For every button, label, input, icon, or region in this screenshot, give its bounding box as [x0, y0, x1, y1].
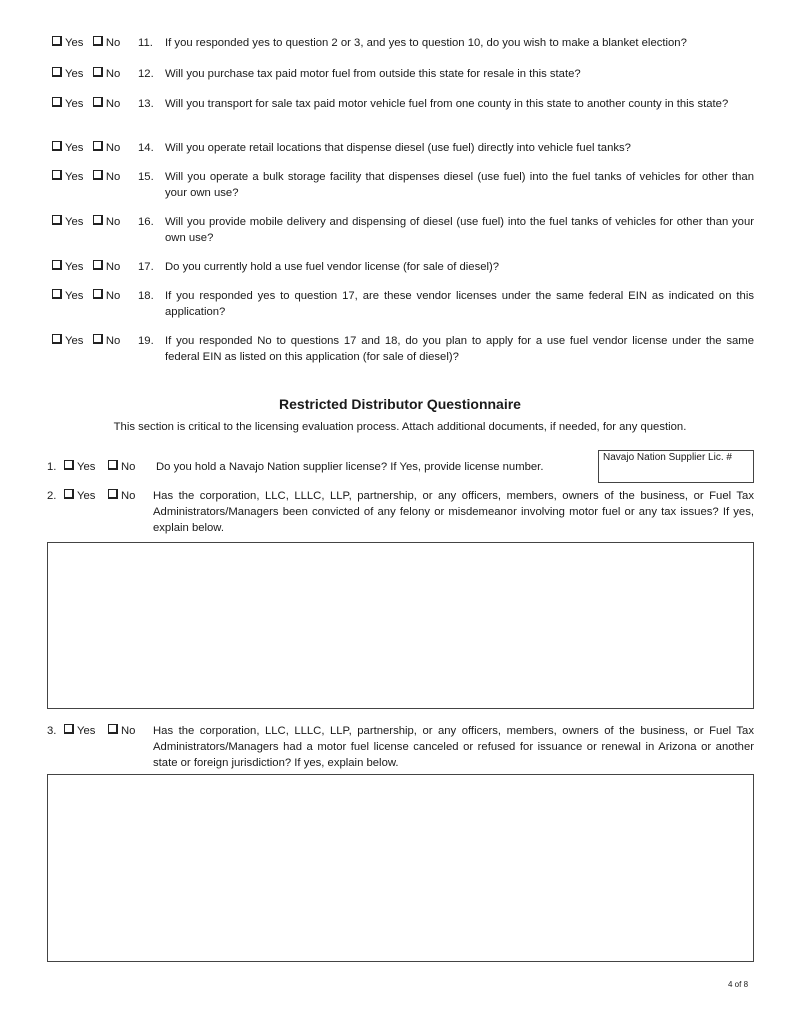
no-checkbox[interactable]: No — [93, 98, 120, 110]
question-number: 18. — [138, 290, 154, 302]
yes-checkbox[interactable]: Yes — [52, 171, 83, 183]
question-number: 13. — [138, 98, 154, 110]
question-text: Has the corporation, LLC, LLLC, LLP, partnership, or any officers, members, owners of the business, or Fuel Tax Administrators/Managers had a motor fuel license canceled or refused for issuance or renewal in Arizona or another state or foreign jurisdiction? If yes, explain below. — [153, 725, 754, 769]
question-text: Will you transport for sale tax paid motor vehicle fuel from one county in this state to another county in this state? — [165, 98, 729, 110]
question-text: Has the corporation, LLC, LLLC, LLP, partnership, or any officers, members, owners of the business, or Fuel Tax Administrators/Managers been convicted of any felony or misdemeanor involving motor fuel or any tax issues? If yes, explain below. — [153, 490, 754, 534]
section-title: Restricted Distributor Questionnaire — [279, 396, 521, 412]
yes-checkbox[interactable]: Yes — [64, 459, 95, 475]
no-checkbox[interactable]: No — [93, 216, 120, 228]
section-intro: This section is critical to the licensing evaluation process. Attach additional documents, if needed, for any question. — [113, 421, 687, 433]
question-number: 17. — [138, 261, 154, 273]
yes-checkbox[interactable]: Yes — [52, 142, 83, 154]
no-checkbox[interactable]: No — [93, 68, 120, 80]
question-text: Will you provide mobile delivery and dispensing of diesel (use fuel) into the fuel tanks of vehicles for other than your own use? — [165, 216, 754, 244]
yes-checkbox[interactable]: Yes — [52, 68, 83, 80]
yes-checkbox[interactable]: Yes — [52, 335, 83, 347]
question-number: 15. — [138, 171, 154, 183]
yes-checkbox[interactable]: Yes — [52, 216, 83, 228]
no-checkbox[interactable]: No — [108, 459, 135, 475]
yes-checkbox[interactable]: Yes — [52, 98, 83, 110]
question-text: Will you operate retail locations that dispense diesel (use fuel) directly into vehicle fuel tanks? — [165, 142, 631, 154]
question-text: If you responded yes to question 17, are these vendor licenses under the same federal EIN as indicated on this application? — [165, 290, 754, 318]
yes-checkbox[interactable]: Yes — [52, 290, 83, 302]
question-number: 1. — [47, 461, 57, 473]
question-number: 12. — [138, 68, 154, 80]
no-checkbox[interactable]: No — [93, 37, 120, 49]
no-checkbox[interactable]: No — [108, 723, 135, 739]
question-number: 14. — [138, 142, 154, 154]
restricted-question-2 — [47, 488, 754, 534]
no-checkbox[interactable]: No — [93, 261, 120, 273]
page-number: 4 of 8 — [728, 980, 749, 989]
no-checkbox[interactable]: No — [93, 142, 120, 154]
question-text: If you responded No to questions 17 and 18, do you plan to apply for a use fuel vendor license under the same federal EIN as listed on this application (for sale of diesel)? — [165, 335, 754, 363]
question-text: Will you purchase tax paid motor fuel from outside this state for resale in this state? — [165, 68, 581, 80]
question-text: Do you hold a Navajo Nation supplier license? If Yes, provide license number. — [156, 461, 544, 473]
yes-checkbox[interactable]: Yes — [64, 488, 95, 504]
yes-checkbox[interactable]: Yes — [64, 723, 95, 739]
no-checkbox[interactable]: No — [93, 171, 120, 183]
no-checkbox[interactable]: No — [93, 335, 120, 347]
question-number: 19. — [138, 335, 154, 347]
question-text: Do you currently hold a use fuel vendor license (for sale of diesel)? — [165, 261, 500, 273]
question-number: 3. — [47, 725, 57, 737]
yes-checkbox[interactable]: Yes — [52, 261, 83, 273]
question-number: 16. — [138, 216, 154, 228]
no-checkbox[interactable]: No — [108, 488, 135, 504]
question-text: Will you operate a bulk storage facility that dispenses diesel (use fuel) into the fuel tanks of vehicles for other than your own use? — [165, 171, 754, 199]
no-checkbox[interactable]: No — [93, 290, 120, 302]
question-number: 11. — [138, 37, 153, 49]
yes-checkbox[interactable]: Yes — [52, 37, 83, 49]
license-field-label: Navajo Nation Supplier Lic. # — [603, 452, 732, 463]
explanation-box-3[interactable] — [47, 774, 754, 962]
explanation-box-2[interactable] — [47, 542, 754, 709]
question-text: If you responded yes to question 2 or 3, and yes to question 10, do you wish to make a blanket election? — [165, 37, 687, 49]
question-number: 2. — [47, 490, 57, 502]
restricted-question-3 — [47, 723, 754, 769]
navajo-license-field[interactable] — [598, 450, 754, 483]
